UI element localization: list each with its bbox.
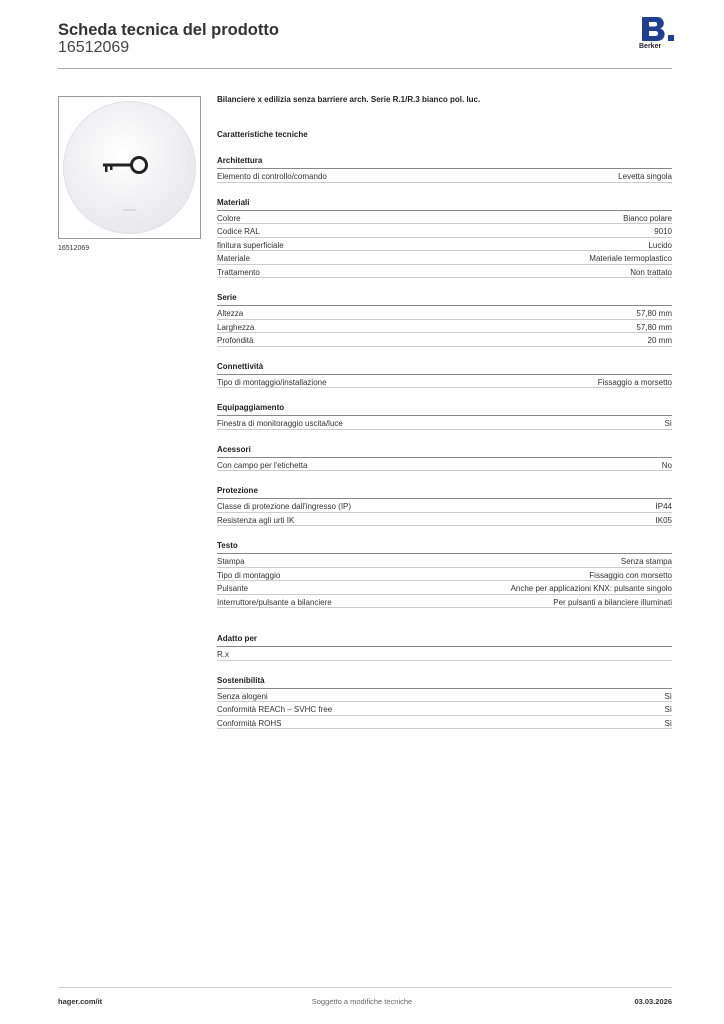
spec-row	[217, 595, 672, 609]
footer-date: 03.03.2026	[634, 997, 672, 1006]
spec-row	[217, 554, 672, 568]
spec-value: 57,80 mm	[636, 322, 672, 332]
spec-value: IK05	[655, 515, 672, 525]
section-title: Protezione	[217, 485, 672, 499]
section-title: Materiali	[217, 197, 672, 211]
spec-value: 20 mm	[647, 336, 672, 345]
spec-section	[217, 155, 672, 183]
product-title: Bilanciere x edilizia senza barriere arch. Serie R.1/R.3 bianco pol. luc.	[217, 95, 481, 104]
section-title: Serie	[217, 292, 672, 306]
spec-section	[217, 675, 672, 730]
spec-label: Conformità ROHS	[217, 718, 282, 728]
section-title: Equipaggiamento	[217, 402, 672, 416]
spec-value: Per pulsanti a bilanciere illuminati	[553, 597, 672, 607]
spec-label: Colore	[217, 213, 241, 223]
section-title: Acessori	[217, 444, 672, 458]
spec-row	[217, 499, 672, 513]
spec-value: 57,80 mm	[636, 309, 672, 318]
spec-row	[217, 716, 672, 730]
spec-value: Lucido	[648, 240, 672, 250]
spec-row	[217, 375, 672, 389]
berker-logo	[639, 16, 675, 54]
image-caption: 16512069	[58, 245, 90, 252]
spec-row	[217, 416, 672, 430]
spec-row	[217, 224, 672, 238]
spec-section	[217, 402, 672, 430]
brand-name: Berker	[639, 43, 662, 50]
spec-row	[217, 702, 672, 716]
spec-value: 9010	[654, 227, 672, 236]
spec-label: Interruttore/pulsante a bilanciere	[217, 597, 332, 607]
spec-row	[217, 211, 672, 225]
spec-label: Stampa	[217, 557, 245, 566]
spec-label: Conformità REACh – SVHC free	[217, 705, 333, 714]
spec-row	[217, 333, 672, 347]
header-divider	[58, 68, 672, 69]
spec-value: Sì	[664, 718, 672, 728]
spec-label: Materiale	[217, 254, 250, 263]
spec-section	[217, 361, 672, 389]
spec-label: Tipo di montaggio	[217, 570, 281, 580]
section-title: Sostenibilità	[217, 675, 672, 689]
spec-row	[217, 568, 672, 582]
spec-value: IP44	[655, 502, 672, 511]
rocker-switch-image	[59, 97, 200, 238]
spec-label: R.x	[217, 650, 229, 659]
spec-label: Elemento di controllo/comando	[217, 172, 327, 181]
spec-row	[217, 251, 672, 265]
spec-row	[217, 265, 672, 279]
footer-note: Soggetto a modifiche tecniche	[311, 997, 413, 1006]
spec-label: Resistenza agli urti IK	[217, 515, 295, 525]
spec-value: Sì	[664, 419, 672, 428]
spec-label: Profondità	[217, 336, 254, 345]
spec-row	[217, 647, 672, 661]
product-image	[58, 96, 201, 239]
spec-section	[217, 540, 672, 608]
spec-label: Con campo per l'etichetta	[217, 460, 308, 470]
spec-label: finitura superficiale	[217, 240, 284, 250]
spec-label: Codice RAL	[217, 227, 260, 236]
features-title: Caratteristiche tecniche	[217, 130, 308, 139]
spec-sections	[217, 155, 672, 729]
spec-label: Altezza	[217, 309, 244, 318]
spec-value: Materiale termoplastico	[589, 254, 672, 263]
spec-value: Senza stampa	[620, 557, 672, 566]
spec-row	[217, 458, 672, 472]
product-code: 16512069	[58, 39, 130, 56]
spec-value: Sì	[664, 691, 672, 701]
footer-divider	[58, 987, 672, 988]
section-title: Adatto per	[217, 633, 672, 647]
spec-row	[217, 689, 672, 703]
section-title: Architettura	[217, 155, 672, 169]
spec-section	[217, 292, 672, 347]
spec-value: Bianco polare	[623, 213, 672, 223]
spec-label: Pulsante	[217, 584, 249, 593]
section-title: Connettività	[217, 361, 672, 375]
spec-label: Tipo di montaggio/installazione	[217, 377, 327, 387]
footer-website[interactable]: hager.com/it	[58, 997, 103, 1006]
document-title: Scheda tecnica del prodotto	[58, 21, 279, 39]
spec-row	[217, 513, 672, 527]
spec-section	[217, 197, 672, 279]
spec-section	[217, 485, 672, 526]
spec-value: Non trattato	[630, 267, 672, 277]
spec-row	[217, 238, 672, 252]
spec-label: Senza alogeni	[217, 691, 268, 701]
spec-label: Larghezza	[217, 322, 255, 332]
spec-section	[217, 633, 672, 661]
spec-content	[217, 94, 672, 729]
section-title: Testo	[217, 540, 672, 554]
spec-value: No	[661, 460, 672, 470]
spec-row	[217, 320, 672, 334]
spec-row	[217, 169, 672, 183]
spec-row	[217, 581, 672, 595]
spec-value: Fissaggio a morsetto	[597, 377, 672, 387]
spec-value: Levetta singola	[618, 172, 672, 181]
spec-label: Finestra di monitoraggio uscita/luce	[217, 419, 343, 428]
spec-label: Classe di protezione dall'ingresso (IP)	[217, 502, 352, 511]
spec-label: Trattamento	[217, 267, 260, 277]
spec-row	[217, 306, 672, 320]
spec-value: Sì	[664, 705, 672, 714]
spec-section	[217, 444, 672, 472]
spec-value: Anche per applicazioni KNX: pulsante singolo	[510, 584, 672, 593]
berker-b-icon	[639, 16, 675, 42]
spec-value: Fissaggio con morsetto	[589, 570, 672, 580]
